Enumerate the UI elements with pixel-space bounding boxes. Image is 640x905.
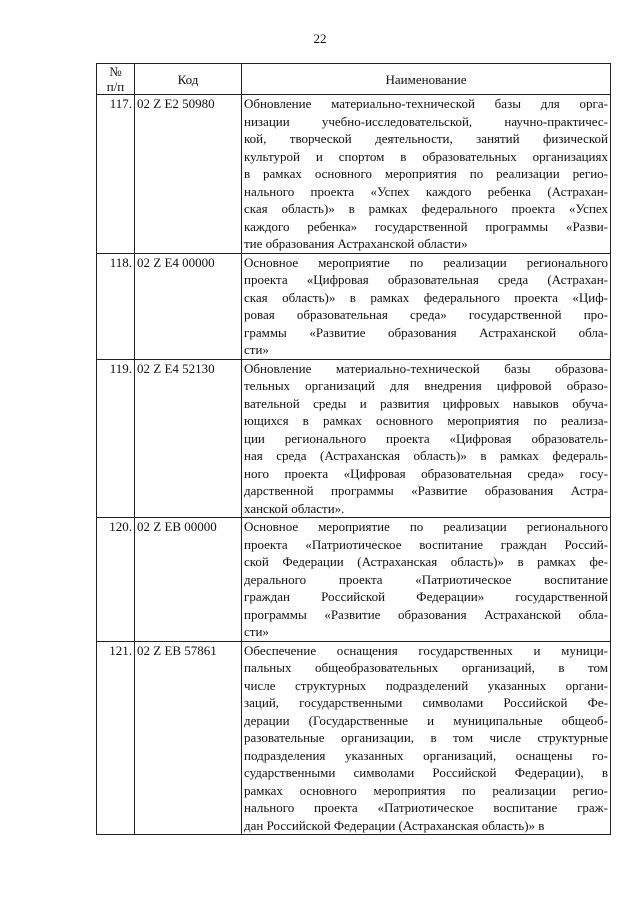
table-row [97, 359, 611, 518]
row-code: 02 Z EB 57861 [135, 641, 242, 835]
row-name-line: кой, творческой деятельности, занятий физической [244, 131, 608, 146]
table-header-row [97, 64, 611, 95]
row-name-line: культурой и спортом в образовательных организациях [244, 148, 608, 164]
row-name [242, 95, 611, 254]
row-code: 02 Z E4 52130 [135, 359, 242, 518]
row-name-line: ющихся в рамках основного мероприятия по реализа- [244, 413, 608, 428]
row-number: 121. [97, 641, 135, 835]
row-name-line: Обновление материально-технической базы образова- [244, 360, 608, 376]
table-row [97, 641, 611, 835]
row-name-line: ная среда (Астраханская область)» в рамках федераль- [244, 448, 608, 463]
row-code: 02 Z EB 00000 [135, 518, 242, 642]
row-name-line: ской Федерации (Астраханская область)» в рамках фе- [244, 554, 608, 569]
row-name-line: сти» [244, 624, 269, 639]
column-header-number [97, 64, 135, 95]
row-name-line: тие образования Астраханской области» [244, 236, 468, 251]
table-row [97, 518, 611, 642]
row-name-line: пальных общеобразовательных организаций, в том [244, 660, 608, 675]
row-code: 02 Z E4 00000 [135, 253, 242, 359]
row-name-line: ции регионального проекта «Цифровая образователь- [244, 430, 608, 446]
row-name-line: вательной среды и развития цифровых навыков обуча- [244, 395, 608, 411]
header-number-abbrev: п/п [106, 79, 125, 94]
row-number: 120. [97, 518, 135, 642]
row-name-line: нального проекта «Патриотическое воспитание граж- [244, 800, 608, 815]
table-body [97, 95, 611, 835]
row-name-line: числе структурных подразделений указанных органи- [244, 677, 608, 693]
row-name-line: разовательные организации, в том числе структурные [244, 730, 608, 745]
row-name-line: проекта «Цифровая образовательная среда (Астрахан- [244, 272, 608, 287]
budget-code-table [96, 63, 611, 835]
row-name-line: каждого ребенка» государственной программы «Разви- [244, 218, 608, 234]
row-number: 119. [97, 359, 135, 518]
row-name-line: дерального проекта «Патриотическое воспитание [244, 571, 608, 587]
row-name-line: граждан Российской Федерации» государственной [244, 589, 608, 604]
row-name-line: программы «Развитие образования Астраханской обла- [244, 606, 608, 622]
row-name-line: ханской области». [244, 500, 345, 516]
row-name-line: ровая образовательная среда» государственной про- [244, 307, 608, 322]
row-name-line: ного проекта «Цифровая образовательная среда» госу- [244, 465, 608, 481]
row-name-line: Основное мероприятие по реализации регионального [244, 519, 608, 534]
row-name-line: нального проекта «Успех каждого ребенка (Астрахан- [244, 183, 608, 199]
row-number: 118. [97, 253, 135, 359]
row-name-line: низации учебно-исследовательской, научно-практичес- [244, 113, 608, 129]
row-name [242, 253, 611, 359]
row-code: 02 Z E2 50980 [135, 95, 242, 254]
row-name-line: проекта «Патриотическое воспитание граждан Россий- [244, 536, 608, 552]
row-name-line: Обновление материально-технической базы для орга- [244, 96, 608, 111]
row-name [242, 359, 611, 518]
row-name-line: граммы «Развитие образования Астраханской обла- [244, 324, 608, 340]
row-name-line: рамках основного мероприятия по реализации регио- [244, 782, 608, 798]
row-name-line: подразделения указанных организаций, оснащены го- [244, 747, 608, 763]
row-name-line: ская область)» в рамках федерального проекта «Циф- [244, 289, 608, 305]
row-name-line: ская область)» в рамках федерального проекта «Успех [244, 201, 608, 216]
column-header-name: Наименование [242, 64, 611, 95]
page-number: 22 [313, 31, 327, 46]
row-name [242, 518, 611, 642]
row-number: 117. [97, 95, 135, 254]
row-name-line: сти» [244, 342, 269, 357]
row-name-line: Основное мероприятие по реализации регионального [244, 254, 608, 270]
row-name-line: дерации (Государственные и муниципальные общеоб- [244, 712, 608, 728]
table-row [97, 253, 611, 359]
row-name-line: сударственными символами Российской Федерации), в [244, 765, 608, 780]
row-name-line: дан Российской Федерации (Астраханская область)» в [244, 817, 545, 833]
row-name-line: в рамках основного мероприятия по реализации регио- [244, 166, 608, 181]
row-name-line: заций, государственными символами Российской Фе- [244, 695, 608, 710]
header-number-symbol: № [109, 64, 122, 79]
table-row [97, 95, 611, 254]
row-name-line: дарственной программы «Развитие образования Астра- [244, 483, 608, 498]
column-header-code: Код [135, 64, 242, 95]
row-name [242, 641, 611, 835]
row-name-line: тельных организаций для внедрения цифровой образо- [244, 378, 608, 393]
row-name-line: Обеспечение оснащения государственных и муници- [244, 642, 608, 658]
